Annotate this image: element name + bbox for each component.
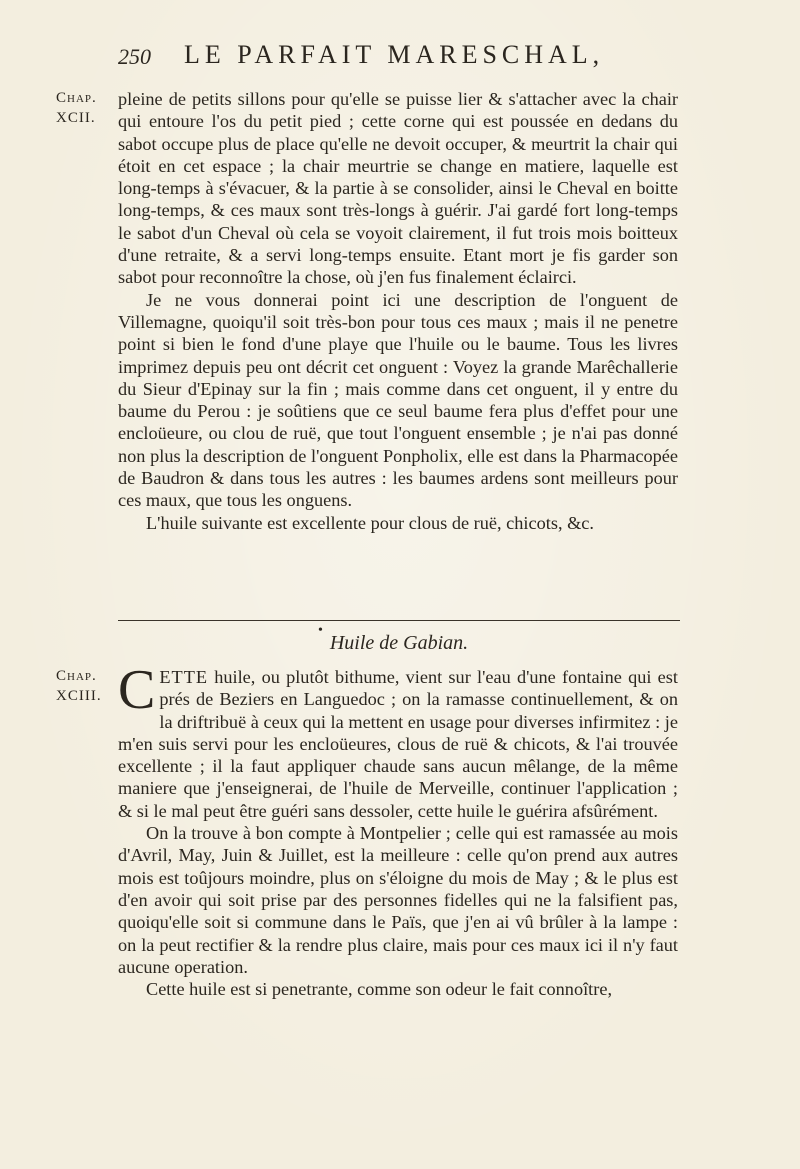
margin-note-chapter-92 bbox=[56, 88, 116, 128]
page-header bbox=[118, 40, 678, 76]
lead-paragraph bbox=[118, 659, 678, 822]
paragraph: Cette huile est si penetrante, comme son odeur le fait connoître, bbox=[146, 979, 613, 1000]
section-divider bbox=[118, 620, 680, 621]
margin-note-label: Chap. bbox=[56, 90, 97, 106]
paragraph: Je ne vous donnerai point ici une description de l'onguent de Villemagne, quoiqu'il soit très-bon pour tous ces maux ; mais il ne penetre point si bien le fond d'une playe que l'huile ou le baume. Tous les livres imprimez depuis peu ont décrit cet onguent : Voyez la grande Marêchallerie du Sieur d'Epinay sur la fin ; mais comme dans cet onguent, il y entre du baume du Perou : je soûtiens que ce seul baume fera plus d'effet pour une encloüeure, ou clou de ruë, que tout l'onguent ensemble ; je n'ai pas donné non plus la description de l'onguent Ponpholix, elle est dans la Pharmacopée de Baudron & dans tous les autres : les baumes ardens sont meilleurs pour ces maux, que tous les onguens. bbox=[118, 289, 678, 511]
paragraph: pleine de petits sillons pour qu'elle se puisse lier & s'attacher avec la chair qui entoure l'os du petit pied ; cette corne qui est poussée en dedans du sabot occupe plus de place qu'elle ne devoit occuper, & meurtrit la chair qui étoit en cet espace ; la chair meurtrie se change en matiere, laquelle est long-temps à s'évacuer, & la partie à se consolider, ainsi le Cheval en boitte long-temps, & ces maux sont très-longs à guérir. J'ai gardé fort long-temps le sabot d'un Cheval où cela se voyoit clairement, il fut trois mois boitteux d'une retraite, & a servi long-temps ensuite. Etant mort je fis garder son sabot pour reconnoître la chose, où j'en fus finalement éclairci. bbox=[118, 89, 678, 288]
section-title: Huile de Gabian. bbox=[329, 632, 469, 654]
running-title: LE PARFAIT MARESCHAL, bbox=[184, 40, 605, 69]
section-text bbox=[118, 659, 678, 1000]
paragraph: L'huile suivante est excellente pour clous de ruë, chicots, &c. bbox=[146, 512, 594, 533]
drop-capital: C bbox=[118, 659, 156, 721]
lead-smallcaps: ETTE bbox=[159, 667, 209, 687]
divider-ornament: • bbox=[318, 623, 323, 638]
paragraph-text: huile, ou plutôt bithume, vient sur l'eau d'une fontaine qui est prés de Beziers en Languedoc ; on la ramasse continuellement, & on la driftribuë à ceux qui la mettent en usage pour diverses infirmitez : je m'en suis servi pour les encloüeures, clous de ruë & chicots, & l'ai trouvée excellente ; il la faut appliquer chaude sans aucun mêlange, de la même maniere que j'enseignerai, de l'huile de Merveille, continuer l'application ; & si le mal peut être guéri sans dessoler, cette huile le guérira afsûrément. bbox=[118, 667, 678, 821]
main-text bbox=[118, 88, 678, 534]
margin-note-label: Chap. bbox=[56, 668, 97, 684]
page-number: 250 bbox=[118, 44, 151, 69]
paragraph: On la trouve à bon compte à Montpelier ; celle qui est ramassée au mois d'Avril, May, Juin & Juillet, est la meilleure : celle qu'on prend aux autres mois est toûjours moindre, plus on s'éloigne du mois de May ; & le plus est d'en avoir qui soit prise par des personnes fidelles qui ne la falsifient pas, quoiqu'elle soit si commune dans le Païs, que j'en ai vû brûler à la lampe : on la peut rectifier & la rendre plus claire, mais pour ces maux ici il n'y faut aucune operation. bbox=[118, 823, 678, 977]
margin-note-number: XCIII. bbox=[56, 688, 102, 704]
margin-note-chapter-93 bbox=[56, 666, 116, 706]
margin-note-number: XCII. bbox=[56, 110, 96, 126]
